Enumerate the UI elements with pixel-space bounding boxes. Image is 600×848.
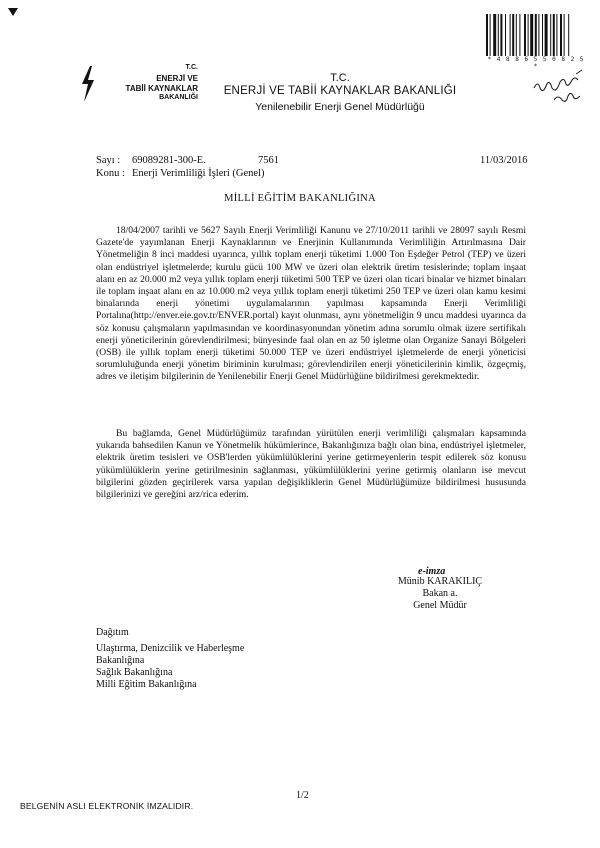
e-signature-mark: e-imza <box>418 566 446 577</box>
document-date: 11/03/2016 <box>480 155 528 166</box>
barcode <box>486 14 586 56</box>
sayi-number: 7561 <box>258 155 279 166</box>
sayi-value: 69089281-300-E. <box>132 155 206 166</box>
paragraph-text: 18/04/2007 tarihli ve 5627 Sayılı Enerji Verimliliği Kanunu ve 27/10/2011 tarihli ve 28097 sayılı Resmi Gazete'de yayımlanan Enerji Kaynaklarının ve Enerjinin Kullanımında Verimliliğin Artırılmasına Dair Yönetmeliğin 8 inci maddesi uyarınca, yıllık toplam enerji tüketimi 1.000 Ton Eşdeğer Petrol (TEP) ve üzeri olan endüstriyel işletmelerde; kurulu gücü 100 MW ve üzeri olan elektrik üretim tesislerinde; toplam inşaat alanı en az 20.000 m2 veya yıllık toplam enerji tüketimi 500 TEP ve üzeri olan ticari binalar ve hizmet binaları ile toplam inşaat alanı en az 10.000 m2 veya yıllık toplam enerji tüketimi 250 TEP ve üzeri olan kamu kesimi binalarında enerji yönetimi uygulamalarının yapılması kapsamında Enerji Verimliliği Portalına(http://enver.eie.gov.tr/ENVER.portal) kayıt olunması, aynı yönetmeliğin 9 uncu maddesi uyarınca da söz konusu çalışmaların yapılmasından ve koordinasyonundan yönetim adına sorumlu olmak üzere sertifikalı enerji yöneticilerinin görevlendirilmesi; bünyesinde faal olan en az 50 işletme olan Organize Sanayi Bölgeleri (OSB) ile yıllık toplam enerji tüketimi 50.000 TEP ve üzeri endüstriyel işletmelerde de enerji yöneticisi sorumluluğunda enerji yönetim biriminin kurulması; görevlendirilen enerji yöneticilerinin kimlik, özgeçmiş, adres ve iletişim bilgilerinin de Yenilenebilir Enerji Genel Müdürlüğüne bildirilmesi gerekmektedir. <box>96 225 526 383</box>
addressee: MİLLİ EĞİTİM BAKANLIĞINA <box>224 193 376 204</box>
distribution-heading: Dağıtım <box>96 627 129 638</box>
barcode-digits: * 4 8 8 6 5 5 0 8 2 5 * <box>487 56 585 70</box>
distribution-item: Sağlık Bakanlığına <box>96 667 173 678</box>
ministry-logo <box>78 64 198 108</box>
header-ministry: ENERJİ VE TABİİ KAYNAKLAR BAKANLIĞI <box>223 85 457 97</box>
paragraph-text: Bu bağlamda, Genel Müdürlüğümüz tarafından yürütülen enerji verimliliği çalışmaları kapsamında yukarıda bahsedilen Kanun ve Yönetmelik hükümlerince, Bakanlığınıza bağlı olan bina, endüstriyel işletmeler, elektrik üretim tesisleri ve OSB'lerden yükümlülüklerini yerine getirmeyenlerin tespit edilerek söz konusu yükümlülüklerin yerine getirilmesinin sağlanması, yükümlülüklerini yerine getirmiş olanların ise mevcut bilgilerini gözden geçirilerek varsa yapılan değişikliklerin Genel Müdürlüğümüze bildirilmesi hususunda bilgilerinizi ve gereğini arz/rica ederim. <box>96 428 526 501</box>
header-tc: T.C. <box>330 72 350 84</box>
distribution-item: Bakanlığına <box>96 655 145 666</box>
ministry-emblem-icon <box>78 66 96 102</box>
handwritten-note <box>530 66 590 106</box>
distribution-item: Ulaştırma, Denizcilik ve Haberleşme <box>96 643 245 654</box>
body-paragraph-2 <box>96 428 526 501</box>
konu-label: Konu : <box>96 168 125 179</box>
sayi-label: Sayı : <box>96 155 121 166</box>
header-directorate: Yenilenebilir Enerji Genel Müdürlüğü <box>255 101 425 113</box>
signatory-name: Münib KARAKILIÇ <box>397 576 483 587</box>
distribution-item: Milli Eğitim Bakanlığına <box>96 679 197 690</box>
footer-note: BELGENİN ASLI ELEKTRONİK İMZALIDIR. <box>20 801 194 811</box>
konu-value: Enerji Verimliliği İşleri (Genel) <box>132 168 265 179</box>
corner-mark <box>8 8 18 16</box>
signatory-title-2: Genel Müdür <box>413 600 467 611</box>
page-number: 1/2 <box>296 790 309 801</box>
logo-line-tabii: TABİİ KAYNAKLAR <box>125 84 198 93</box>
logo-line-tc: T.C. <box>185 64 198 71</box>
logo-line-bakanlik: BAKANLIĞI <box>159 94 198 101</box>
logo-line-enerji: ENERJİ VE <box>156 74 198 83</box>
signatory-title-1: Bakan a. <box>422 588 458 599</box>
body-paragraph-1 <box>96 225 526 384</box>
